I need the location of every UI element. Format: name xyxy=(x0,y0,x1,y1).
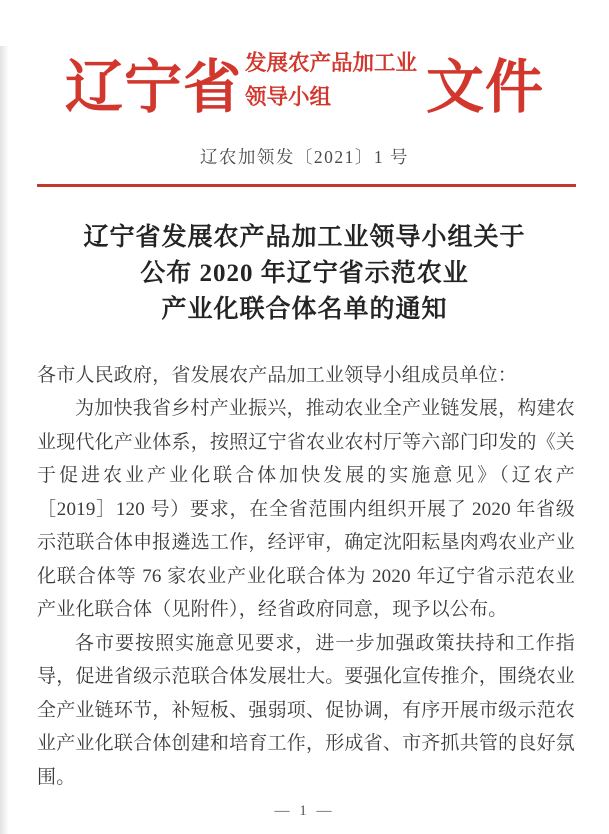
document-number: 辽农加领发〔2021〕1 号 xyxy=(199,146,410,167)
document-page xyxy=(0,46,609,834)
title-line-3: 产业化联合体名单的通知 xyxy=(161,295,448,323)
letterhead-region: 辽宁省 xyxy=(64,54,242,120)
document-title xyxy=(0,220,609,328)
title-line-2: 公布 2020 年辽宁省示范农业 xyxy=(140,259,469,287)
title-line-1: 辽宁省发展农产品加工业领导小组关于 xyxy=(83,223,526,251)
page-number: — 1 — xyxy=(274,803,335,820)
salutation: 各市人民政府，省发展农产品加工业领导小组成员单位： xyxy=(37,364,518,386)
document-body xyxy=(37,359,575,795)
body-paragraph-1: 为加快我省乡村产业振兴，推动农业全产业链发展，构建农业现代化产业体系，按照辽宁省农业农村厅等六部门印发的《关于促进农业产业化联合体加快发展的实施意见》（辽农产［2019］120 号）要求，在全省范围内组织开展了 2020 年省级示范联合体申报遴选工作，经评审，确定沈阳耘垦肉鸡农业产业化联合体等 76 家农业产业化联合体为 2020 年辽宁省示范农业产业化联合体（见附件），经省政府同意，现予以公布。 xyxy=(37,398,575,621)
body-paragraph-2: 各市要按照实施意见要求，进一步加强政策扶持和工作指导，促进省级示范联合体发展壮大。要强化宣传推介，围绕农业全产业链环节，补短板、强弱项、促协调，有序开展市级示范农业产业化联合体创建和培育工作，形成省、市齐抓共管的良好氛围。 xyxy=(37,632,575,788)
letterhead-document-word: 文件 xyxy=(426,54,545,120)
letterhead xyxy=(40,46,569,119)
letterhead-org-line1: 发展农产品加工业 xyxy=(245,51,418,75)
letterhead-org-line2: 领导小组 xyxy=(245,85,332,110)
letterhead-org-block xyxy=(245,46,423,115)
red-separator-line xyxy=(37,184,576,187)
